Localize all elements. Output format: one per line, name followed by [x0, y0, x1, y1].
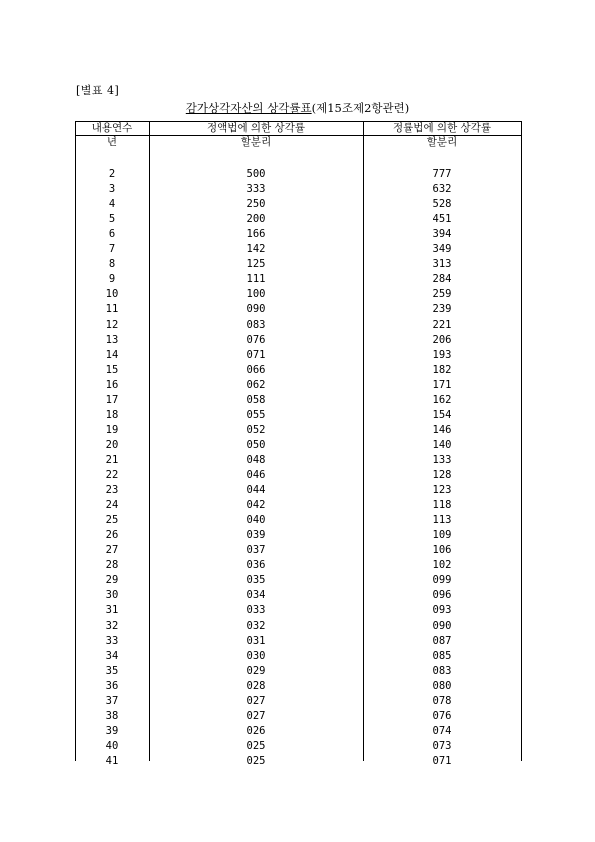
cell-years: 10 [105, 288, 119, 301]
cell-years: 36 [105, 679, 119, 692]
cell-years: 27 [105, 544, 119, 557]
cell-straight-line-rate: 071 [246, 348, 266, 361]
cell-years: 17 [105, 393, 119, 406]
cell-declining-balance-rate: 093 [432, 604, 452, 617]
cell-years: 14 [105, 348, 119, 361]
cell-years: 41 [105, 754, 119, 767]
cell-straight-line-rate: 033 [246, 604, 266, 617]
cell-years: 18 [105, 408, 119, 421]
cell-years: 4 [108, 198, 116, 211]
cell-straight-line-rate: 028 [246, 679, 266, 692]
cell-years: 13 [105, 333, 119, 346]
cell-straight-line-rate: 090 [246, 303, 266, 316]
cell-straight-line-rate: 058 [246, 393, 266, 406]
cell-declining-balance-rate: 083 [432, 664, 452, 677]
cell-declining-balance-rate: 528 [432, 198, 452, 211]
cell-straight-line-rate: 250 [246, 198, 266, 211]
cell-straight-line-rate: 083 [246, 318, 266, 331]
cell-declining-balance-rate: 154 [432, 408, 452, 421]
cell-years: 37 [105, 694, 119, 707]
document-title [0, 100, 595, 116]
cell-declining-balance-rate: 239 [432, 303, 452, 316]
cell-declining-balance-rate: 632 [432, 183, 452, 196]
cell-straight-line-rate: 333 [246, 183, 266, 196]
cell-straight-line-rate: 034 [246, 589, 266, 602]
cell-years: 22 [105, 469, 119, 481]
cell-declining-balance-rate: 313 [432, 258, 452, 271]
cell-years: 6 [108, 228, 116, 241]
cell-straight-line-rate: 055 [246, 408, 266, 421]
cell-declining-balance-rate: 113 [432, 514, 452, 527]
cell-straight-line-rate: 046 [246, 469, 266, 481]
cell-years: 35 [105, 664, 119, 677]
cell-years: 26 [105, 529, 119, 542]
cell-declining-balance-rate: 102 [432, 559, 452, 572]
cell-years: 25 [105, 514, 119, 527]
cell-straight-line-rate: 035 [246, 574, 266, 587]
cell-straight-line-rate: 025 [246, 739, 266, 752]
cell-declining-balance-rate: 140 [432, 438, 452, 451]
cell-straight-line-rate: 100 [246, 288, 266, 301]
cell-declining-balance-rate: 394 [432, 228, 452, 241]
title-main: 감가상각자산의 상각률표 [185, 101, 312, 115]
cell-declining-balance-rate: 284 [432, 273, 452, 286]
cell-straight-line-rate: 076 [246, 333, 266, 346]
title-reference: (제15조제2항관련) [311, 101, 410, 115]
cell-years: 39 [105, 724, 119, 737]
cell-straight-line-rate: 032 [246, 619, 266, 632]
unit-straight-line: 할분리 [240, 136, 272, 148]
cell-declining-balance-rate: 451 [432, 213, 452, 226]
cell-years: 16 [105, 378, 119, 391]
cell-straight-line-rate: 042 [246, 499, 266, 512]
cell-declining-balance-rate: 087 [432, 634, 452, 647]
header-straight-line-rate: 정액법에 의한 상각률 [207, 122, 305, 134]
cell-declining-balance-rate: 074 [432, 724, 452, 737]
cell-straight-line-rate: 037 [246, 544, 266, 557]
cell-straight-line-rate: 062 [246, 378, 266, 391]
cell-straight-line-rate: 142 [246, 243, 266, 256]
cell-straight-line-rate: 044 [246, 484, 266, 497]
cell-years: 5 [108, 213, 116, 226]
cell-straight-line-rate: 027 [246, 709, 266, 722]
cell-straight-line-rate: 026 [246, 724, 266, 737]
cell-declining-balance-rate: 146 [432, 423, 452, 436]
cell-years: 21 [105, 453, 119, 466]
cell-straight-line-rate: 166 [246, 228, 266, 241]
cell-straight-line-rate: 029 [246, 664, 266, 677]
unit-years: 년 [106, 136, 118, 148]
cell-years: 8 [108, 258, 116, 271]
cell-declining-balance-rate: 109 [432, 529, 452, 542]
cell-years: 15 [105, 363, 119, 376]
cell-declining-balance-rate: 085 [432, 649, 452, 662]
cell-years: 24 [105, 499, 119, 512]
cell-declining-balance-rate: 099 [432, 574, 452, 587]
cell-straight-line-rate: 027 [246, 694, 266, 707]
cell-declining-balance-rate: 171 [432, 378, 452, 391]
cell-years: 20 [105, 438, 119, 451]
cell-years: 9 [108, 273, 116, 286]
unit-declining-balance: 할분리 [426, 136, 458, 148]
cell-straight-line-rate: 052 [246, 423, 266, 436]
cell-years: 12 [105, 318, 119, 331]
cell-straight-line-rate: 050 [246, 438, 266, 451]
cell-declining-balance-rate: 182 [432, 363, 452, 376]
cell-declining-balance-rate: 123 [432, 484, 452, 497]
cell-years: 31 [105, 604, 119, 617]
cell-declining-balance-rate: 080 [432, 679, 452, 692]
header-useful-life-years: 내용연수 [91, 122, 133, 134]
cell-declining-balance-rate: 777 [432, 168, 452, 180]
cell-declining-balance-rate: 073 [432, 739, 452, 752]
cell-declining-balance-rate: 078 [432, 694, 452, 707]
header-declining-balance-rate: 정률법에 의한 상각률 [393, 122, 491, 134]
cell-years: 11 [105, 303, 119, 316]
cell-declining-balance-rate: 071 [432, 754, 452, 767]
cell-years: 29 [105, 574, 119, 587]
cell-straight-line-rate: 500 [246, 168, 266, 180]
table-right-border [521, 121, 522, 761]
cell-straight-line-rate: 125 [246, 258, 266, 271]
cell-declining-balance-rate: 106 [432, 544, 452, 557]
cell-declining-balance-rate: 349 [432, 243, 452, 256]
cell-years: 19 [105, 423, 119, 436]
cell-years: 32 [105, 619, 119, 632]
cell-years: 3 [108, 183, 116, 196]
cell-years: 33 [105, 634, 119, 647]
cell-declining-balance-rate: 162 [432, 393, 452, 406]
cell-declining-balance-rate: 076 [432, 709, 452, 722]
cell-years: 7 [108, 243, 116, 256]
cell-straight-line-rate: 066 [246, 363, 266, 376]
cell-straight-line-rate: 031 [246, 634, 266, 647]
cell-straight-line-rate: 200 [246, 213, 266, 226]
cell-straight-line-rate: 039 [246, 529, 266, 542]
cell-years: 30 [105, 589, 119, 602]
cell-years: 23 [105, 484, 119, 497]
cell-straight-line-rate: 048 [246, 453, 266, 466]
cell-years: 28 [105, 559, 119, 572]
cell-declining-balance-rate: 193 [432, 348, 452, 361]
cell-declining-balance-rate: 133 [432, 453, 452, 466]
cell-years: 34 [105, 649, 119, 662]
cell-declining-balance-rate: 090 [432, 619, 452, 632]
cell-declining-balance-rate: 118 [432, 499, 452, 512]
annex-label: [별표 4] [76, 84, 120, 97]
cell-declining-balance-rate: 128 [432, 469, 452, 481]
cell-years: 38 [105, 709, 119, 722]
cell-straight-line-rate: 040 [246, 514, 266, 527]
cell-declining-balance-rate: 206 [432, 333, 452, 346]
cell-years: 2 [108, 168, 116, 180]
cell-straight-line-rate: 036 [246, 559, 266, 572]
cell-declining-balance-rate: 221 [432, 318, 452, 331]
cell-years: 40 [105, 739, 119, 752]
cell-declining-balance-rate: 096 [432, 589, 452, 602]
cell-straight-line-rate: 025 [246, 754, 266, 767]
cell-declining-balance-rate: 259 [432, 288, 452, 301]
cell-straight-line-rate: 111 [246, 273, 266, 286]
cell-straight-line-rate: 030 [246, 649, 266, 662]
